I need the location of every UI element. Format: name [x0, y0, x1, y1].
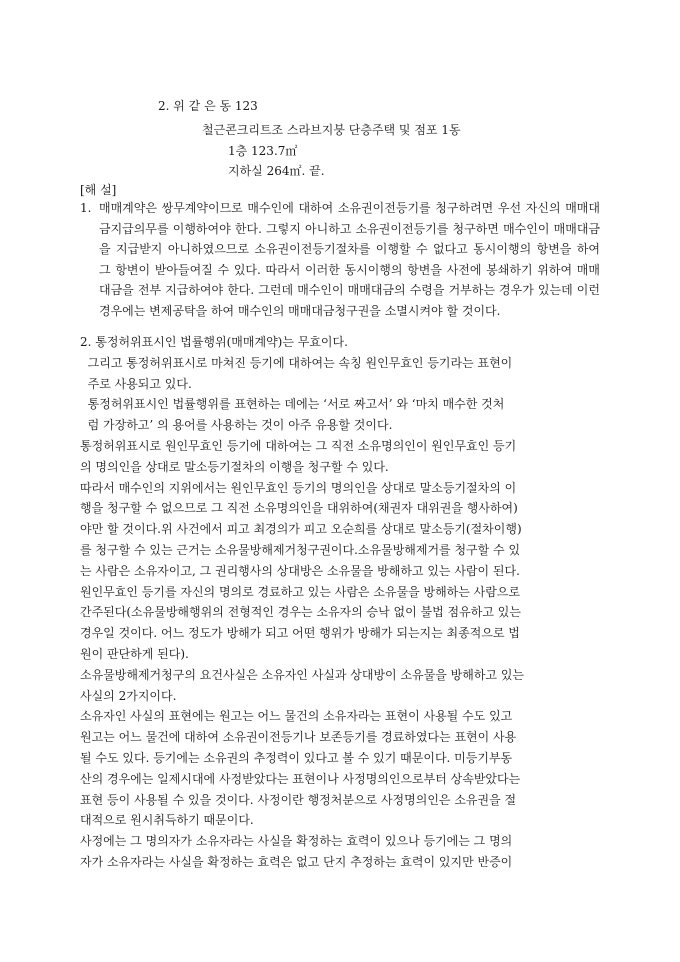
item-2-line: 를 청구할 수 있는 근거는 소유물방해제거청구권이다.소유물방해제거를 청구할 수 있: [80, 543, 521, 557]
item-2-line: 사정에는 그 명의자가 소유자라는 사실을 확정하는 효력이 있으나 등기에는 그 명의: [80, 834, 513, 849]
item-2-line: 간주된다(소유물방해행위의 전형적인 경우는 소유자의 승낙 없이 불법 점유하고 있는: [80, 605, 521, 620]
item-2-line: 경우일 것이다. 어느 정도가 방해가 되고 어떤 행위가 방해가 되는지는 최종적으로 법: [80, 626, 520, 641]
item-2-line: 될 수도 있다. 등기에는 소유권의 추정력이 있다고 볼 수 있기 때문이다. 미등기부동: [80, 751, 513, 765]
item-2-line: 통정허위표시로 원인무효인 등기에 대하여는 그 직전 소유명의인이 원인무효인 등기: [80, 439, 517, 453]
item-2-line: 자가 소유자라는 사실을 확정하는 효력은 없고 단지 추정하는 효력이 있지만 반증이: [80, 855, 513, 869]
item-1-text: 매매계약은 쌍무계약이므로 매수인에 대하여 소유권이전등기를 청구하려면 우선 자신의 매매대금지급의무를 이행하여야 한다. 그렇지 아니하고 소유권이전등기를 청구하면 매수인이 매매대금을 지급받지 아니하였으므로 소유권이전등기절차를 이행할 수 없다고 동시이행의 항변을 하여 그 항변이 받아들여질 수 있다. 따라서 이러한 동시이행의 항변을 사전에 봉쇄하기 위하여 매매대금을 전부 지급하여야 한다. 그런데 매수인이 매매대금의 수령을 거부하는 경우가 있는데 이런 경우에는 변제공탁을 하여 매수인의 매매대금청구권을 소멸시켜야 할 것이다.: [99, 201, 600, 318]
item-2-line: 소유물방해제거청구의 요건사실은 소유자인 사실과 상대방이 소유물을 방해하고 있는: [80, 667, 525, 682]
item-2-line: 소유자인 사실의 표현에는 원고는 어느 물건의 소유자라는 표현이 사용될 수도 있고: [80, 709, 513, 724]
item-1-number: 1.: [80, 201, 92, 215]
item-2-number: 2.: [80, 335, 92, 349]
property-item-number: 2. 위 같 은 동 123: [158, 99, 258, 113]
item-2-line: 따라서 매수인의 지위에서는 원인무효인 등기의 명의인을 상대로 말소등기절차의 이: [80, 480, 517, 495]
item-2-line: 원인무효인 등기를 자신의 명의로 경료하고 있는 사람은 소유물을 방해하는 사람으로: [80, 584, 521, 599]
item-2-line: 산의 경우에는 일제시대에 사정받았다는 표현이나 사정명의인으로부터 상속받았다는: [80, 771, 521, 786]
item-2-line: 원이 판단하게 된다).: [80, 647, 189, 661]
item-2-line: 원고는 어느 물건에 대하여 소유권이전등기나 보존등기를 경료하였다는 표현이 사용: [80, 730, 517, 745]
item-2-line: 야만 할 것이다.위 사건에서 피고 최경의가 피고 오순희를 상대로 말소등기(절차이행): [80, 522, 522, 537]
building-description: 철근콘크리트조 스라브지붕 단층주택 및 점포 1동: [202, 123, 461, 137]
item-2-line: 통정허위표시인 법률행위를 표현하는 데에는 ‘서로 짜고서’ 와 ‘마치 매수한 것처: [80, 397, 505, 412]
item-2-line: 대적으로 원시취득하기 때문이다.: [80, 813, 254, 828]
item-2-line: 사실의 2가지이다.: [80, 688, 177, 703]
floor-1-area: 1층 123.7㎡: [228, 144, 298, 158]
commentary-item-1: [80, 198, 600, 321]
item-2-line: 럼 가장하고’ 의 용어를 사용하는 것이 아주 유용할 것이다.: [80, 418, 393, 433]
commentary-heading: [해 설]: [80, 183, 117, 197]
item-2-line: 의 명의인을 상대로 말소등기절차의 이행을 청구할 수 있다.: [80, 459, 389, 474]
item-2-title: 통정허위표시인 법률행위(매매계약)는 무효이다.: [95, 335, 348, 349]
basement-area: 지하실 264㎡. 끝.: [228, 164, 325, 178]
item-2-line: 주로 사용되고 있다.: [80, 376, 192, 391]
item-2-line: 그리고 통정허위표시로 마쳐진 등기에 대하여는 속칭 원인무효인 등기라는 표현이: [80, 355, 513, 370]
item-2-line: 표현 등이 사용될 수 있을 것이다. 사정이란 행정처분으로 사정명의인은 소유권을 절: [80, 792, 517, 807]
item-2-title-row: [80, 334, 348, 350]
item-2-line: 는 사람은 소유자이고, 그 권리행사의 상대방은 소유물을 방해하고 있는 사람이 된다.: [80, 563, 520, 578]
item-2-line: 행을 청구할 수 없으므로 그 직전 소유명의인을 대위하여(채권자 대위권을 행사하여): [80, 501, 518, 516]
